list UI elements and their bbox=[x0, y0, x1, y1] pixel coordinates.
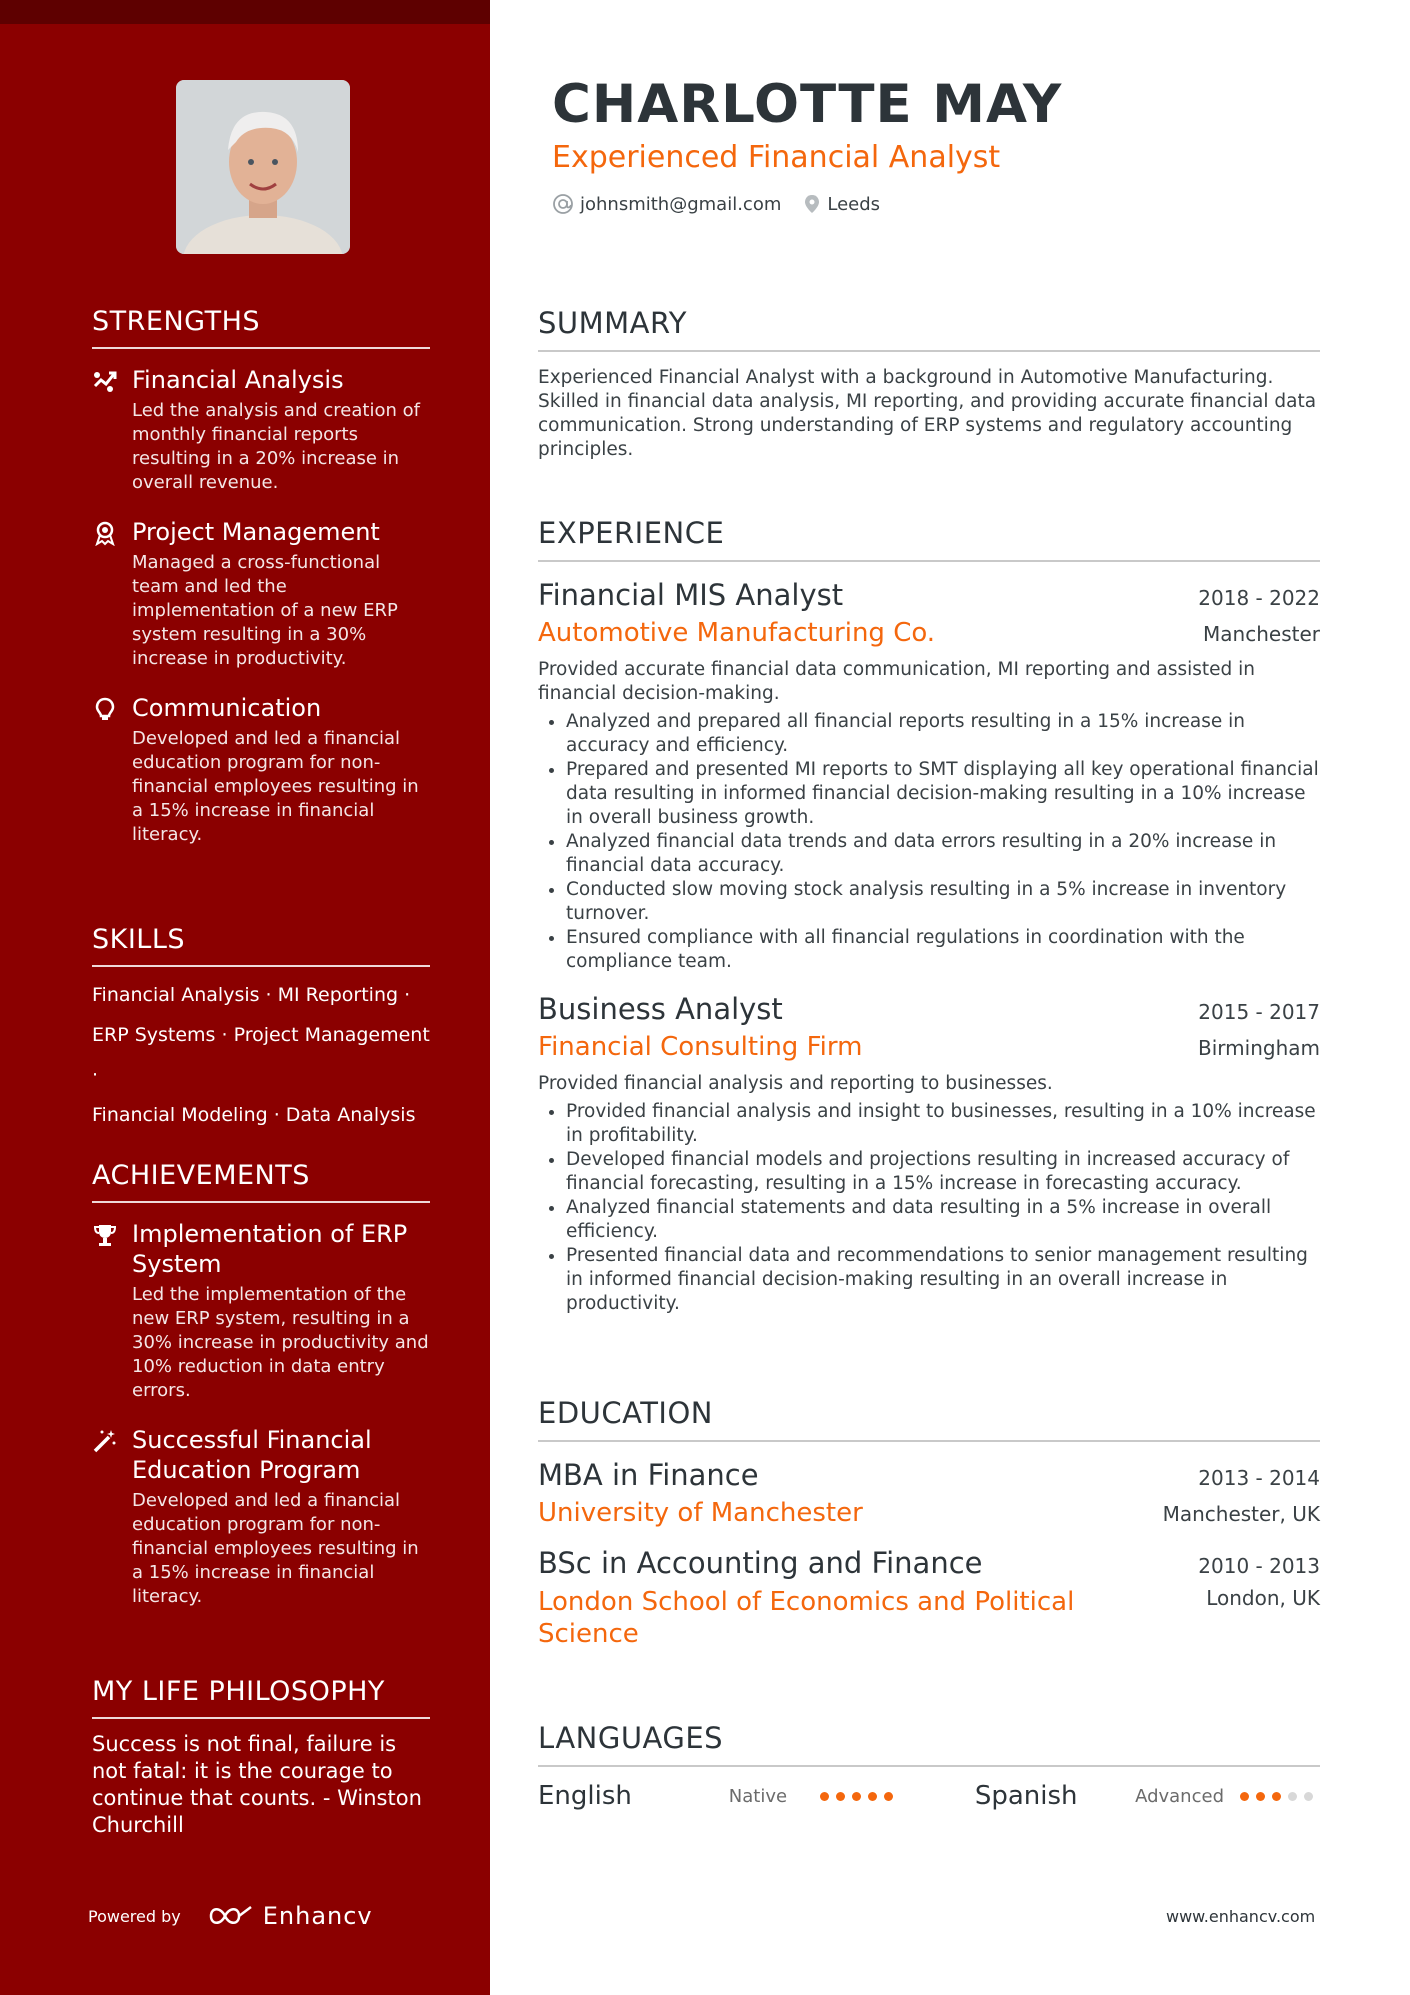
location-contact bbox=[803, 193, 880, 215]
education-entry bbox=[538, 1458, 1320, 1528]
degree: MBA in Finance bbox=[538, 1458, 759, 1492]
chart-arrow-icon bbox=[92, 368, 118, 394]
job-date: 2018 - 2022 bbox=[1198, 586, 1320, 610]
strength-title: Financial Analysis bbox=[132, 366, 344, 394]
strengths-title: STRENGTHS bbox=[92, 306, 430, 349]
enhancv-brand: Enhancv bbox=[262, 1902, 373, 1930]
rating-dot bbox=[884, 1792, 893, 1801]
language-level: Native bbox=[728, 1785, 788, 1807]
job-location: Birmingham bbox=[1198, 1036, 1320, 1060]
email-text: johnsmith@gmail.com bbox=[580, 193, 782, 215]
rating-dot bbox=[1304, 1792, 1313, 1801]
skills-section bbox=[92, 924, 430, 1135]
skills-line: Financial Analysis · MI Reporting · bbox=[92, 984, 411, 1006]
job-title: Business Analyst bbox=[538, 992, 783, 1026]
trophy-icon bbox=[92, 1222, 118, 1248]
degree: BSc in Accounting and Finance bbox=[538, 1546, 983, 1580]
rating-dot bbox=[1240, 1792, 1249, 1801]
achievement-desc: Led the implementation of the new ERP system, resulting in a 30% increase in productivity and 10% reduction in data entry errors. bbox=[132, 1284, 429, 1401]
sidebar bbox=[0, 0, 490, 1995]
powered-label: Powered by bbox=[88, 1906, 181, 1926]
language-name: English bbox=[538, 1781, 632, 1811]
achievement-item bbox=[92, 1219, 430, 1403]
job-bullets bbox=[538, 710, 1320, 974]
job-bullet: • Ensured compliance with all financial regulations in coordination with the compliance team. bbox=[566, 926, 1320, 974]
strength-desc: Led the analysis and creation of monthly financial reports resulting in a 20% increase in overall revenue. bbox=[132, 400, 420, 493]
job-entry bbox=[538, 992, 1320, 1316]
job-description: Provided financial analysis and reporting to businesses. bbox=[538, 1073, 1053, 1094]
language-name: Spanish bbox=[974, 1781, 1078, 1811]
languages-row bbox=[538, 1781, 1320, 1811]
languages-section bbox=[538, 1721, 1320, 1811]
rating-dot bbox=[1256, 1792, 1265, 1801]
language-level: Advanced bbox=[1135, 1785, 1224, 1807]
education-location: London, UK bbox=[1206, 1586, 1320, 1610]
education-date: 2013 - 2014 bbox=[1198, 1466, 1320, 1490]
job-company: Financial Consulting Firm bbox=[538, 1032, 863, 1062]
education-section bbox=[538, 1396, 1320, 1650]
job-location: Manchester bbox=[1203, 622, 1320, 646]
languages-title: LANGUAGES bbox=[538, 1721, 1320, 1767]
job-date: 2015 - 2017 bbox=[1198, 1000, 1320, 1024]
location-pin-icon bbox=[803, 193, 821, 215]
job-title: Financial MIS Analyst bbox=[538, 578, 844, 612]
job-bullet: • Conducted slow moving stock analysis resulting in a 5% increase in inventory turnover. bbox=[566, 878, 1320, 926]
achievement-item bbox=[92, 1425, 430, 1609]
school: University of Manchester bbox=[538, 1498, 863, 1528]
rating-dot bbox=[868, 1792, 877, 1801]
strength-title: Communication bbox=[132, 694, 322, 722]
job-company: Automotive Manufacturing Co. bbox=[538, 618, 936, 648]
job-bullet: • Prepared and presented MI reports to SMT displaying all key operational financial data resulting in informed financial decision-making resulting in a 10% increase in overall business growth. bbox=[566, 758, 1320, 830]
enhancv-website[interactable]: www.enhancv.com bbox=[1166, 1907, 1316, 1926]
skills-line: ERP Systems · Project Management · bbox=[92, 1024, 430, 1086]
profile-photo bbox=[176, 80, 350, 254]
strength-item bbox=[92, 517, 430, 671]
job-bullet: • Analyzed and prepared all financial reports resulting in a 15% increase in accuracy and efficiency. bbox=[566, 710, 1320, 758]
job-entry bbox=[538, 578, 1320, 974]
achievements-title: ACHIEVEMENTS bbox=[92, 1160, 430, 1203]
candidate-name: CHARLOTTE MAY bbox=[552, 74, 1063, 135]
philosophy-quote: Success is not final, failure is not fatal: it is the courage to continue that counts. - Winston Churchill bbox=[92, 1732, 422, 1837]
experience-title: EXPERIENCE bbox=[538, 516, 1320, 562]
rating-dot bbox=[820, 1792, 829, 1801]
strength-title: Project Management bbox=[132, 518, 380, 546]
job-bullet: • Presented financial data and recommendations to senior management resulting in informed financial decision-making resulting in an overall increase in productivity. bbox=[566, 1244, 1320, 1316]
lightbulb-icon bbox=[92, 696, 118, 722]
award-icon bbox=[92, 520, 118, 546]
rating-dot bbox=[1272, 1792, 1281, 1801]
rating-dot bbox=[1288, 1792, 1297, 1801]
summary-section bbox=[538, 306, 1320, 462]
job-bullet: • Analyzed financial data trends and data errors resulting in a 20% increase in financial data accuracy. bbox=[566, 830, 1320, 878]
strength-desc: Managed a cross-functional team and led the implementation of a new ERP system resulting in a 30% increase in productivity. bbox=[132, 552, 398, 669]
philosophy-section bbox=[92, 1676, 430, 1839]
job-bullets bbox=[538, 1100, 1320, 1316]
job-bullet: • Developed financial models and projections resulting in increased accuracy of financial forecasting, resulting in a 15% increase in forecasting accuracy. bbox=[566, 1148, 1320, 1196]
achievement-desc: Developed and led a financial education program for non-financial employees resulting in a 15% increase in financial literacy. bbox=[132, 1490, 419, 1607]
achievement-title: Successful Financial Education Program bbox=[132, 1426, 372, 1484]
skills-title: SKILLS bbox=[92, 924, 430, 967]
summary-text: Experienced Financial Analyst with a background in Automotive Manufacturing. Skilled in financial data analysis, MI reporting, and providing accurate financial data communication. Strong understanding of ERP systems and regulatory accounting principles. bbox=[538, 367, 1317, 460]
education-location: Manchester, UK bbox=[1162, 1502, 1320, 1526]
job-description: Provided accurate financial data communication, MI reporting and assisted in financial decision-making. bbox=[538, 659, 1256, 704]
education-date: 2010 - 2013 bbox=[1198, 1554, 1320, 1578]
school: London School of Economics and Political Science bbox=[538, 1587, 1075, 1649]
education-entry bbox=[538, 1546, 1320, 1650]
strength-desc: Developed and led a financial education program for non-financial employees resulting in a 15% increase in financial literacy. bbox=[132, 728, 419, 845]
education-title: EDUCATION bbox=[538, 1396, 1320, 1442]
powered-by bbox=[88, 1902, 373, 1930]
language-rating bbox=[820, 1792, 934, 1801]
strengths-section bbox=[92, 306, 430, 847]
philosophy-title: MY LIFE PHILOSOPHY bbox=[92, 1676, 430, 1719]
sidebar-top-bar bbox=[0, 0, 490, 24]
enhancv-logo-icon bbox=[207, 1903, 255, 1929]
experience-section bbox=[538, 516, 1320, 1316]
language-rating bbox=[1240, 1792, 1320, 1801]
strength-item bbox=[92, 365, 430, 495]
summary-title: SUMMARY bbox=[538, 306, 1320, 352]
at-icon bbox=[552, 193, 574, 215]
achievement-title: Implementation of ERP System bbox=[132, 1220, 408, 1278]
location-text: Leeds bbox=[827, 193, 881, 215]
job-bullet: • Analyzed financial statements and data resulting in a 5% increase in overall efficiency. bbox=[566, 1196, 1320, 1244]
candidate-role: Experienced Financial Analyst bbox=[552, 140, 1001, 175]
contact-info bbox=[552, 193, 902, 215]
magic-wand-icon bbox=[92, 1428, 118, 1454]
email-contact[interactable] bbox=[552, 193, 781, 215]
rating-dot bbox=[852, 1792, 861, 1801]
strength-item bbox=[92, 693, 430, 847]
rating-dot bbox=[836, 1792, 845, 1801]
achievements-section bbox=[92, 1160, 430, 1609]
job-bullet: • Provided financial analysis and insight to businesses, resulting in a 10% increase in profitability. bbox=[566, 1100, 1320, 1148]
skills-line: Financial Modeling · Data Analysis bbox=[92, 1104, 416, 1126]
